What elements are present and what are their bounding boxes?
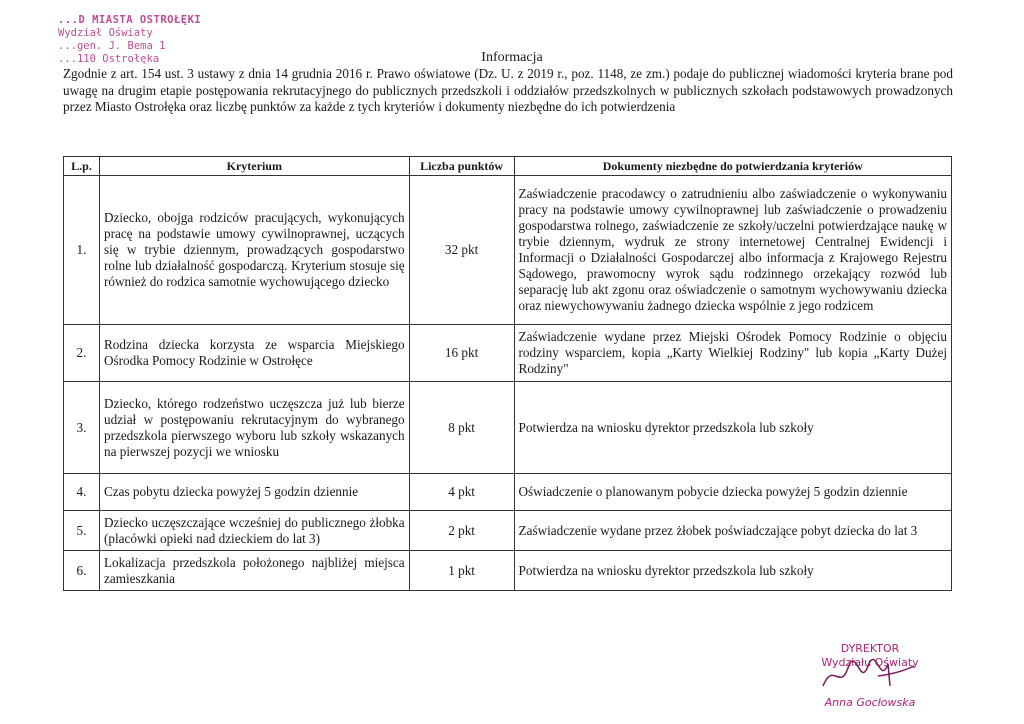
signature-dept: Wydziału Oświaty [821,656,919,669]
row-documents: Oświadczenie o planowanym pobycie dziecka powyżej 5 godzin dziennie [514,474,951,511]
row-documents: Potwierdza na wniosku dyrektor przedszkola lub szkoły [514,551,951,591]
row-criterion: Dziecko, którego rodzeństwo uczęszcza już lub bierze udział w postępowaniu rekrutacyjnym do wybranego przedszkola pierwszego wyboru lub szkoły wskazanych na pierwszej pozycji we wniosku [99,382,409,474]
row-points: 32 pkt [409,176,514,325]
stamp-line-1: ...D MIASTA OSTROŁĘKI [58,14,202,26]
signature-name: Anna Gocłowska [824,696,916,709]
table-row [64,474,952,511]
table-header-row [64,157,952,176]
stamp-line-3: ...gen. J. Bema 1 [58,40,166,52]
row-points: 4 pkt [409,474,514,511]
table-row [64,511,952,551]
row-documents: Zaświadczenie wydane przez żłobek poświadczające pobyt dziecka do lat 3 [514,511,951,551]
table-row [64,382,952,474]
signature-role: DYREKTOR [840,642,900,655]
table-row [64,551,952,591]
row-documents: Potwierdza na wniosku dyrektor przedszkola lub szkoły [514,382,951,474]
row-criterion: Lokalizacja przedszkola położonego najbliżej miejsca zamieszkania [99,551,409,591]
row-points: 2 pkt [409,511,514,551]
row-points: 16 pkt [409,325,514,382]
stamp-line-4: ...110 Ostrołęka [58,53,160,65]
row-lp: 2. [64,325,100,382]
header-criterion: Kryterium [99,157,409,176]
row-criterion: Rodzina dziecka korzysta ze wsparcia Miejskiego Ośrodka Pomocy Rodzinie w Ostrołęce [99,325,409,382]
row-criterion: Dziecko uczęszczające wcześniej do publicznego żłobka (placówki opieki nad dzieckiem do lat 3) [99,511,409,551]
row-lp: 4. [64,474,100,511]
row-points: 8 pkt [409,382,514,474]
row-documents: Zaświadczenie pracodawcy o zatrudnieniu albo zaświadczenie o wykonywaniu pracy na podstawie umowy cywilnoprawnej lub zaświadczenie o prowadzeniu gospodarstwa rolnego, zaświadczenie ze szkoły/uczelni potwierdzające naukę w trybie dziennym, wydruk ze strony internetowej Centralnej Ewidencji i Informacji o Działalności Gospodarczej albo informacja z Krajowego Rejestru Sądowego, prawomocny wyrok sądu rodzinnego orzekający rozwód lub separację lub akt zgonu oraz oświadczenie o samotnym wychowywaniu dziecka oraz niewychowywaniu żadnego dziecka wspólnie z jego rodzicem [514,176,951,325]
header-lp: L.p. [64,157,100,176]
row-points: 1 pkt [409,551,514,591]
row-documents: Zaświadczenie wydane przez Miejski Ośrodek Pomocy Rodzinie o objęciu rodziny wsparciem, kopia „Karty Wielkiej Rodziny" lub kopia „Karty Dużej Rodziny" [514,325,951,382]
header-documents: Dokumenty niezbędne do potwierdzania kryteriów [514,157,951,176]
document-title: Informacja [481,50,543,65]
row-criterion: Dziecko, obojga rodziców pracujących, wykonujących pracę na podstawie umowy cywilnoprawnej, uczących się w trybie dziennym, prowadzących gospodarstwo rolne lub działalność gospodarczą. Kryterium stosuje się również do rodzica samotnie wychowującego dziecko [99,176,409,325]
row-lp: 1. [64,176,100,325]
row-criterion: Czas pobytu dziecka powyżej 5 godzin dziennie [99,474,409,511]
intro-paragraph: Zgodnie z art. 154 ust. 3 ustawy z dnia 14 grudnia 2016 r. Prawo oświatowe (Dz. U. z 2019 r., poz. 1148, ze zm.) podaje do publicznej wiadomości kryteria brane pod uwagę na drugim etapie postępowania rekrutacyjnego do publicznych przedszkoli i oddziałów przedszkolnych w publicznych szkołach podstawowych prowadzonych przez Miasto Ostrołęka oraz liczbę punktów za każde z tych kryteriów i dokumenty niezbędne do ich potwierdzenia [63,66,953,114]
header-points: Liczba punktów [409,157,514,176]
table-row [64,176,952,325]
handwritten-signature-icon [818,656,918,696]
row-lp: 6. [64,551,100,591]
criteria-table [63,156,952,591]
row-lp: 5. [64,511,100,551]
stamp-line-2: Wydział Oświaty [58,27,153,39]
row-lp: 3. [64,382,100,474]
director-signature-stamp [800,642,940,710]
table-row [64,325,952,382]
